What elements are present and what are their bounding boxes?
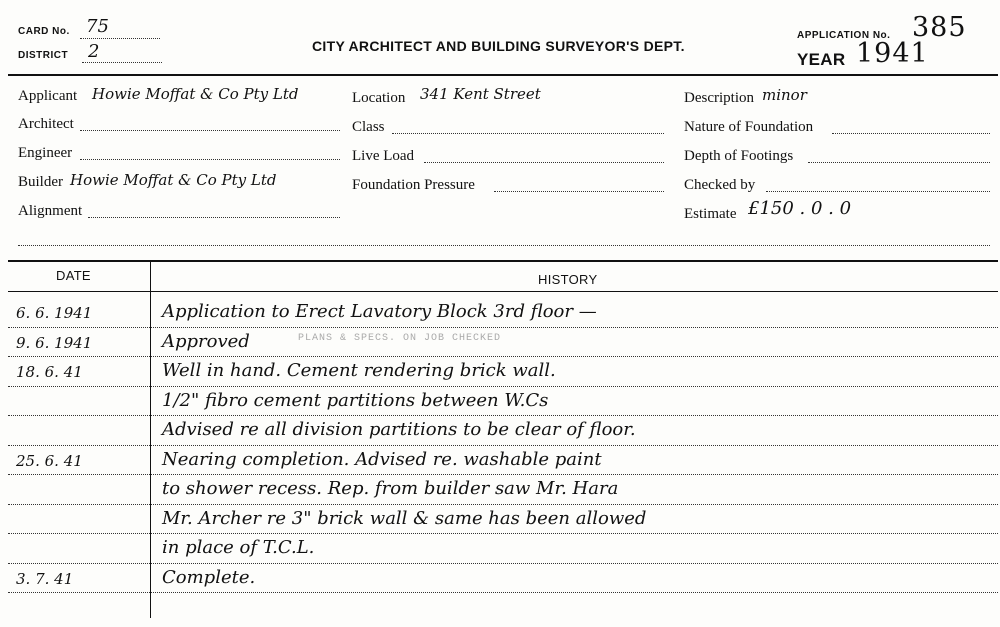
application-number: 385 [912,12,967,43]
history-entry: Advised re all division partitions to be clear of floor. [162,419,636,440]
application-label: APPLICATION No. [797,30,891,41]
depth-of-footings-line [808,162,990,163]
department-title: CITY ARCHITECT AND BUILDING SURVEYOR'S DEPT. [312,38,685,54]
live-load-label: Live Load [352,148,415,164]
history-entry: Approved [162,330,250,352]
estimate-value: £150 . 0 . 0 [748,198,852,219]
foundation-pressure-line [494,191,664,192]
row-rule [8,415,998,416]
blank-line [18,245,990,246]
class-label: Class [352,119,385,135]
alignment-line [88,217,340,218]
table-header-divider [8,291,998,292]
row-rule [8,563,998,564]
row-rule [8,356,998,357]
description-value: minor [762,86,807,104]
builder-value: Howie Moffat & Co Pty Ltd [70,171,277,189]
history-entry: Well in hand. Cement rendering brick wall. [162,360,556,381]
location-label: Location [352,90,406,106]
history-date: 3. 7. 41 [16,569,74,588]
engineer-label: Engineer [18,145,73,161]
stamp-text: PLANS & SPECS. ON JOB CHECKED [298,333,502,344]
history-entry: to shower recess. Rep. from builder saw Mr. Hara [162,478,619,499]
history-entry: Mr. Archer re 3" brick wall & same has been allowed [162,507,647,529]
location-value: 341 Kent Street [420,85,541,103]
card-no-value: 75 [86,16,109,37]
district-value: 2 [88,41,100,62]
applicant-label: Applicant [18,88,78,104]
district-line [82,62,162,63]
history-date: 18. 6. 41 [16,363,83,381]
row-rule [8,327,998,328]
architect-label: Architect [18,116,74,132]
applicant-value: Howie Moffat & Co Pty Ltd [92,85,299,103]
row-rule [8,592,998,593]
row-rule [8,474,998,475]
checked-by-line [766,191,990,192]
nature-of-foundation-line [832,133,990,134]
year-value: 1941 [856,38,929,69]
class-line [392,133,664,134]
history-date: 25. 6. 41 [16,451,83,470]
history-entry: in place of T.C.L. [162,537,315,558]
history-header: HISTORY [538,272,598,287]
estimate-label: Estimate [684,206,737,222]
description-label: Description [684,90,754,106]
date-column-divider [150,262,151,618]
card-no-label: CARD No. [18,26,70,37]
nature-of-foundation-label: Nature of Foundation [684,119,814,135]
date-header: DATE [56,268,91,283]
history-entry: 1/2" fibro cement partitions between W.Cs [162,389,549,411]
depth-of-footings-label: Depth of Footings [684,148,794,164]
row-rule [8,533,998,534]
history-entry: Complete. [162,566,256,588]
card-no-line [80,38,160,39]
year-label: YEAR [797,50,846,69]
architect-line [80,130,340,131]
header-divider [8,74,998,76]
history-date: 9. 6. 1941 [16,333,93,352]
engineer-line [80,159,340,160]
live-load-line [424,162,664,163]
table-top-border [8,260,998,262]
builder-label: Builder [18,174,63,190]
history-date: 6. 6. 1941 [16,304,93,322]
history-entry: Nearing completion. Advised re. washable paint [162,448,602,470]
checked-by-label: Checked by [684,177,756,193]
row-rule [8,386,998,387]
row-rule [8,445,998,446]
alignment-label: Alignment [18,203,83,219]
foundation-pressure-label: Foundation Pressure [352,177,475,193]
district-label: DISTRICT [18,50,69,61]
row-rule [8,504,998,505]
history-entry: Application to Erect Lavatory Block 3rd floor — [162,301,597,322]
